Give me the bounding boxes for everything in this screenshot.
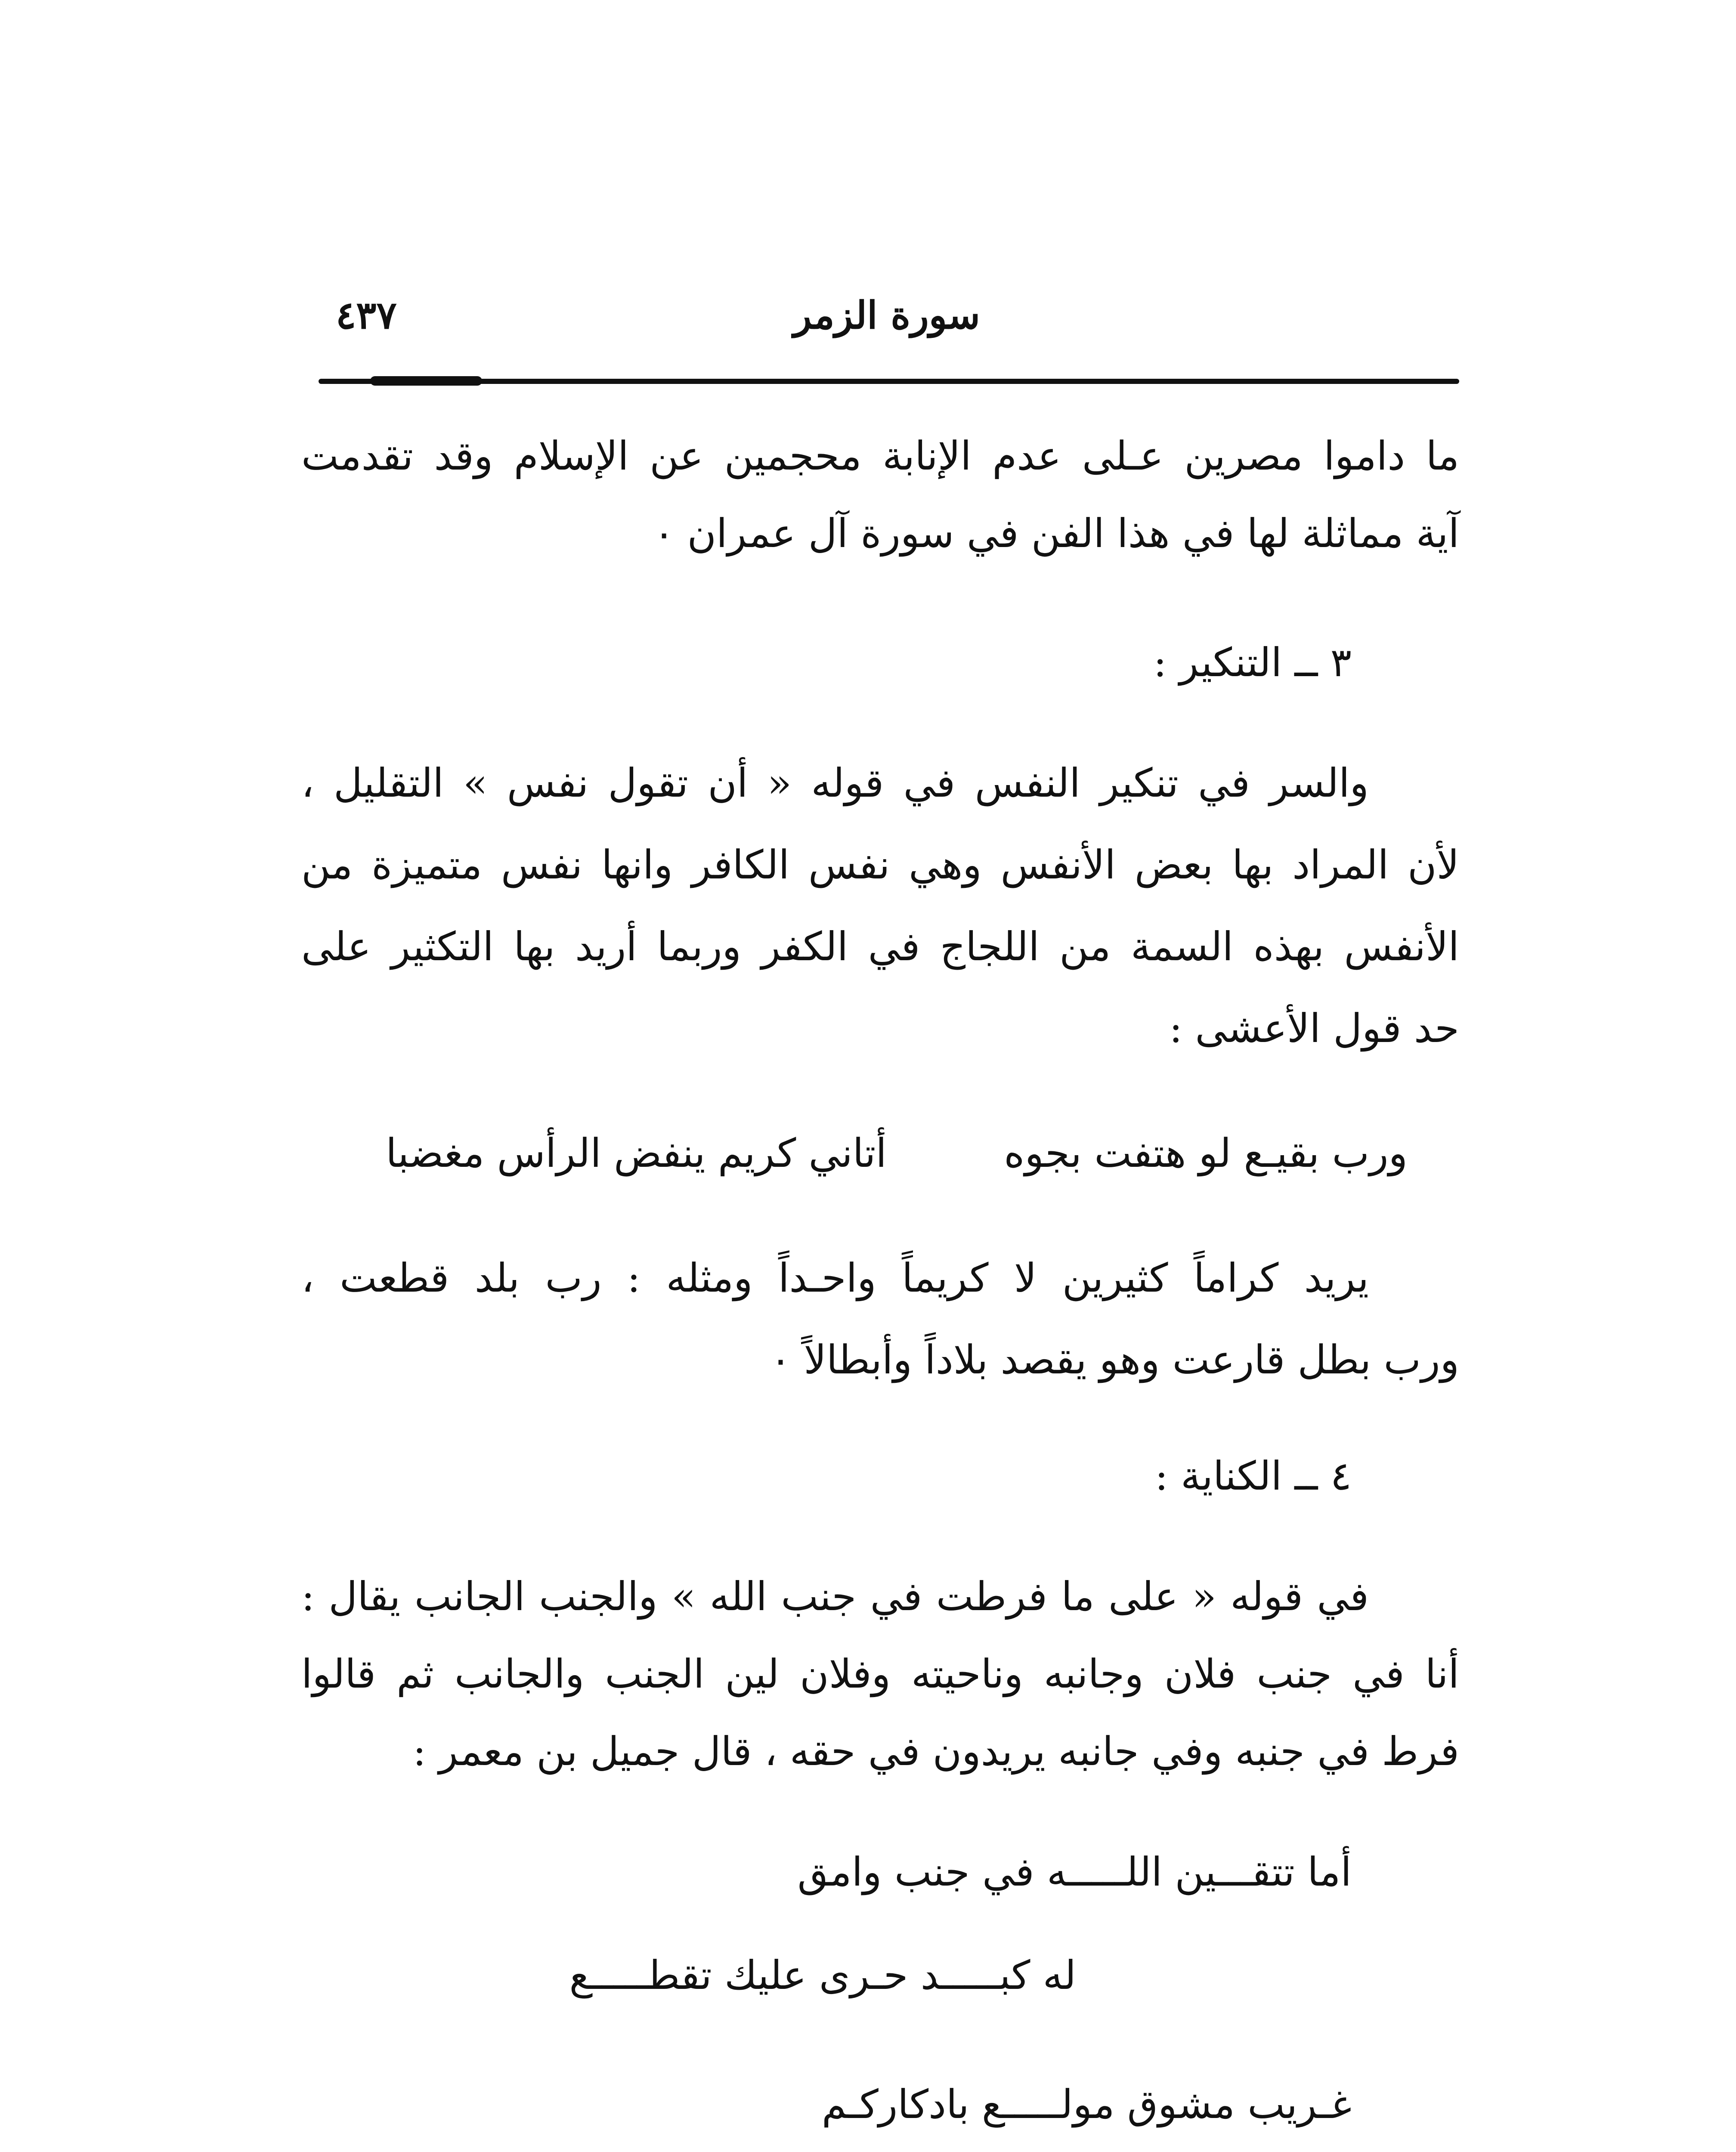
paragraph-line: والسر في تنكير النفس في قوله « أن تقول نفس » التقليل ،	[301, 760, 1369, 806]
paragraph-line: آية مماثلة لها في هذا الفن في سورة آل عمران ٠	[653, 510, 1459, 557]
page-number: ٤٣٧	[336, 293, 397, 337]
paragraph-line: ما داموا مصرين عـلى عدم الإنابة محجمين عن الإسلام وقد تقدمت	[301, 433, 1459, 479]
section-heading: ٤ ــ الكناية :	[1154, 1453, 1352, 1499]
paragraph-line: ورب بطل قارعت وهو يقصد بلاداً وأبطالاً ٠	[770, 1337, 1459, 1383]
poem-line: غـريب مشوق مولـــــع بادكاركـم	[821, 2081, 1352, 2127]
paragraph-line: أنا في جنب فلان وجانبه وناحيته وفلان لين الجنب والجانب ثم قالوا	[301, 1651, 1459, 1697]
paragraph-line: حد قول الأعشى :	[1169, 1005, 1459, 1051]
poem-line: له كبـــــد حـرى عليك تقطـــــع	[569, 1952, 1076, 1998]
paragraph-line: في قوله « على ما فرطت في جنب الله » والجنب الجانب يقال :	[301, 1574, 1369, 1620]
verse-second-hemistich: أتاني كريم ينفض الرأس مغضبا	[386, 1130, 887, 1176]
header-rule	[319, 379, 1459, 384]
paragraph-line: يريد كراماً كثيرين لا كريماً واحـداً ومثله : رب بلد قطعت ،	[301, 1255, 1369, 1301]
verse-first-hemistich: ورب بقيـع لو هتفت بجوه	[1004, 1130, 1408, 1176]
paragraph-line: لأن المراد بها بعض الأنفس وهي نفس الكافر وانها نفس متميزة من	[301, 842, 1459, 888]
paragraph-line: فرط في جنبه وفي جانبه يريدون في حقه ، قال جميل بن معمر :	[413, 1728, 1459, 1775]
poem-line: أما تتقـــين اللـــــه في جنب وامق	[797, 1849, 1352, 1895]
section-heading: ٣ ــ التنكير :	[1153, 640, 1352, 686]
paragraph-line: الأنفس بهذه السمة من اللجاج في الكفر وربما أريد بها التكثير على	[301, 924, 1459, 970]
page-title: سورة الزمر	[793, 293, 980, 337]
